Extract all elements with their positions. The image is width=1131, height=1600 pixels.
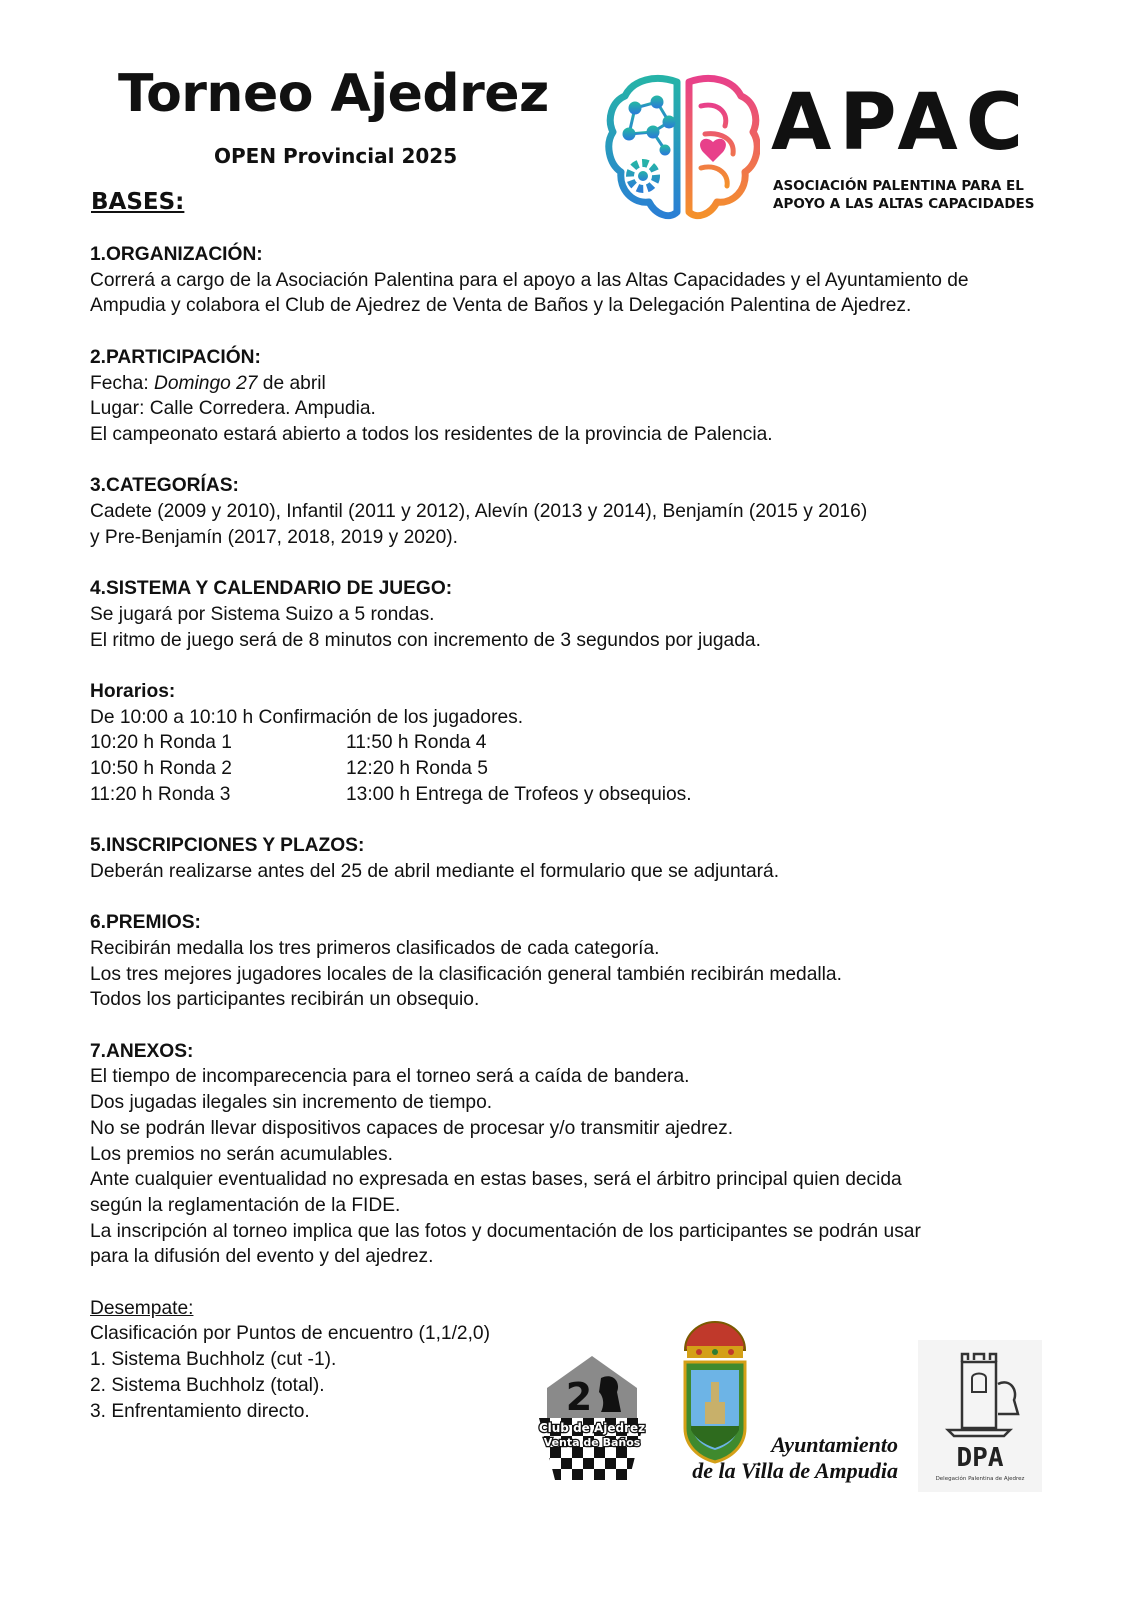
dpa-subtitle: Delegación Palentina de Ajedrez: [935, 1476, 1025, 1482]
text-line: Cadete (2009 y 2010), Infantil (2011 y 2012), Alevín (2013 y 2014), Benjamín (2015 y 2016): [90, 501, 868, 522]
schedule-cell: 10:20 h Ronda 1: [90, 732, 232, 754]
text-line: 1. Sistema Buchholz (cut -1).: [90, 1349, 337, 1371]
section-title: Desempate:: [90, 1297, 194, 1319]
section-categorias: [90, 473, 1050, 550]
section-organizacion: [90, 242, 1050, 319]
schedule-cell: 10:50 h Ronda 2: [90, 758, 232, 779]
text-line: El campeonato estará abierto a todos los residentes de la provincia de Palencia.: [90, 423, 773, 445]
text-line: para la difusión del evento y del ajedrez.: [90, 1246, 434, 1268]
section-participacion: [90, 345, 1050, 448]
text-line: 2. Sistema Buchholz (total).: [90, 1374, 325, 1396]
text-line: La inscripción al torneo implica que las fotos y documentación de los participantes se podrán usar: [90, 1220, 921, 1242]
text-line: 3. Enfrentamiento directo.: [90, 1400, 310, 1422]
text-line: según la reglamentación de la FIDE.: [90, 1194, 401, 1216]
fecha-line: [90, 371, 1050, 397]
apac-subtitle-line2: APOYO A LAS ALTAS CAPACIDADES: [773, 196, 1035, 212]
section-title: Horarios:: [90, 680, 176, 702]
section-title: 3.CATEGORÍAS:: [90, 475, 239, 497]
text-line: Todos los participantes recibirán un obsequio.: [90, 989, 480, 1011]
club-name-line2: Venta de Baños: [543, 1436, 641, 1449]
section-anexos: [90, 1039, 1050, 1270]
schedule-row: [90, 730, 1050, 756]
text-line: El ritmo de juego será de 8 minutos con incremento de 3 segundos por jugada.: [90, 629, 761, 651]
section-title: 2.PARTICIPACIÓN:: [90, 346, 261, 368]
text-line: Los tres mejores jugadores locales de la clasificación general también recibirán medalla.: [90, 963, 842, 985]
text-line: No se podrán llevar dispositivos capaces de procesar y/o transmitir ajedrez.: [90, 1117, 734, 1139]
fecha-label: Fecha:: [90, 372, 154, 394]
section-title: 4.SISTEMA Y CALENDARIO DE JUEGO:: [90, 578, 453, 600]
text-line: De 10:00 a 10:10 h Confirmación de los jugadores.: [90, 706, 524, 728]
bases-heading: BASES:: [91, 189, 185, 215]
schedule-row: [90, 782, 1050, 808]
brain-icon: [605, 72, 760, 227]
dpa-logo: [918, 1340, 1042, 1492]
section-sistema: [90, 576, 1050, 653]
club-ajedrez-logo: [517, 1348, 667, 1488]
section-horarios: [90, 679, 1050, 808]
apac-name: APAC: [771, 78, 1031, 168]
schedule-cell: 12:20 h Ronda 5: [346, 758, 488, 779]
schedule-row: [90, 756, 1050, 782]
text-line: Deberán realizarse antes del 25 de abril mediante el formulario que se adjuntará.: [90, 860, 780, 882]
schedule-cell: 11:50 h Ronda 4: [346, 732, 487, 754]
club-name-line1: Club de Ajedrez: [538, 1421, 646, 1435]
page-title: Torneo Ajedrez: [118, 64, 549, 124]
lugar-line: Lugar: Calle Corredera. Ampudia.: [90, 398, 376, 420]
ayuntamiento-line2: de la Villa de Ampudia: [692, 1458, 898, 1483]
ayuntamiento-text: [688, 1432, 898, 1484]
text-line: Dos jugadas ilegales sin incremento de tiempo.: [90, 1092, 493, 1114]
text-line: Ante cualquier eventualidad no expresada en estas bases, será el árbitro principal quien decida: [90, 1169, 902, 1191]
club-mark: 2: [565, 1375, 593, 1419]
text-line: Los premios no serán acumulables.: [90, 1143, 393, 1165]
section-inscripciones: [90, 833, 1050, 884]
text-line: Correrá a cargo de la Asociación Palentina para el apoyo a las Altas Capacidades y el Ayuntamiento de: [90, 269, 969, 291]
dpa-mark: DPA: [956, 1443, 1004, 1473]
section-title: 1.ORGANIZACIÓN:: [90, 244, 263, 265]
section-title: 6.PREMIOS:: [90, 912, 201, 934]
fecha-day: Domingo 27: [154, 372, 258, 394]
schedule-cell: 13:00 h Entrega de Trofeos y obsequios.: [346, 783, 692, 805]
apac-logo: [605, 72, 1060, 232]
text-line: Clasificación por Puntos de encuentro (1,1/2,0): [90, 1323, 490, 1345]
section-title: 7.ANEXOS:: [90, 1040, 194, 1062]
section-premios: [90, 910, 1050, 1013]
apac-subtitle-line1: ASOCIACIÓN PALENTINA PARA EL: [773, 178, 1024, 194]
schedule-cell: 11:20 h Ronda 3: [90, 783, 231, 805]
text-line: y Pre-Benjamín (2017, 2018, 2019 y 2020).: [90, 526, 458, 548]
text-line: Ampudia y colabora el Club de Ajedrez de Venta de Baños y la Delegación Palentina de Ajedrez.: [90, 295, 912, 317]
text-line: Se jugará por Sistema Suizo a 5 rondas.: [90, 603, 435, 625]
text-line: Recibirán medalla los tres primeros clasificados de cada categoría.: [90, 937, 660, 959]
text-line: El tiempo de incomparecencia para el torneo será a caída de bandera.: [90, 1066, 690, 1088]
bases-content: [90, 242, 1050, 1450]
section-title: 5.INSCRIPCIONES Y PLAZOS:: [90, 835, 365, 857]
ayuntamiento-line1: Ayuntamiento: [771, 1432, 898, 1457]
page-subtitle: OPEN Provincial 2025: [214, 144, 458, 168]
fecha-rest: de abril: [257, 372, 326, 394]
